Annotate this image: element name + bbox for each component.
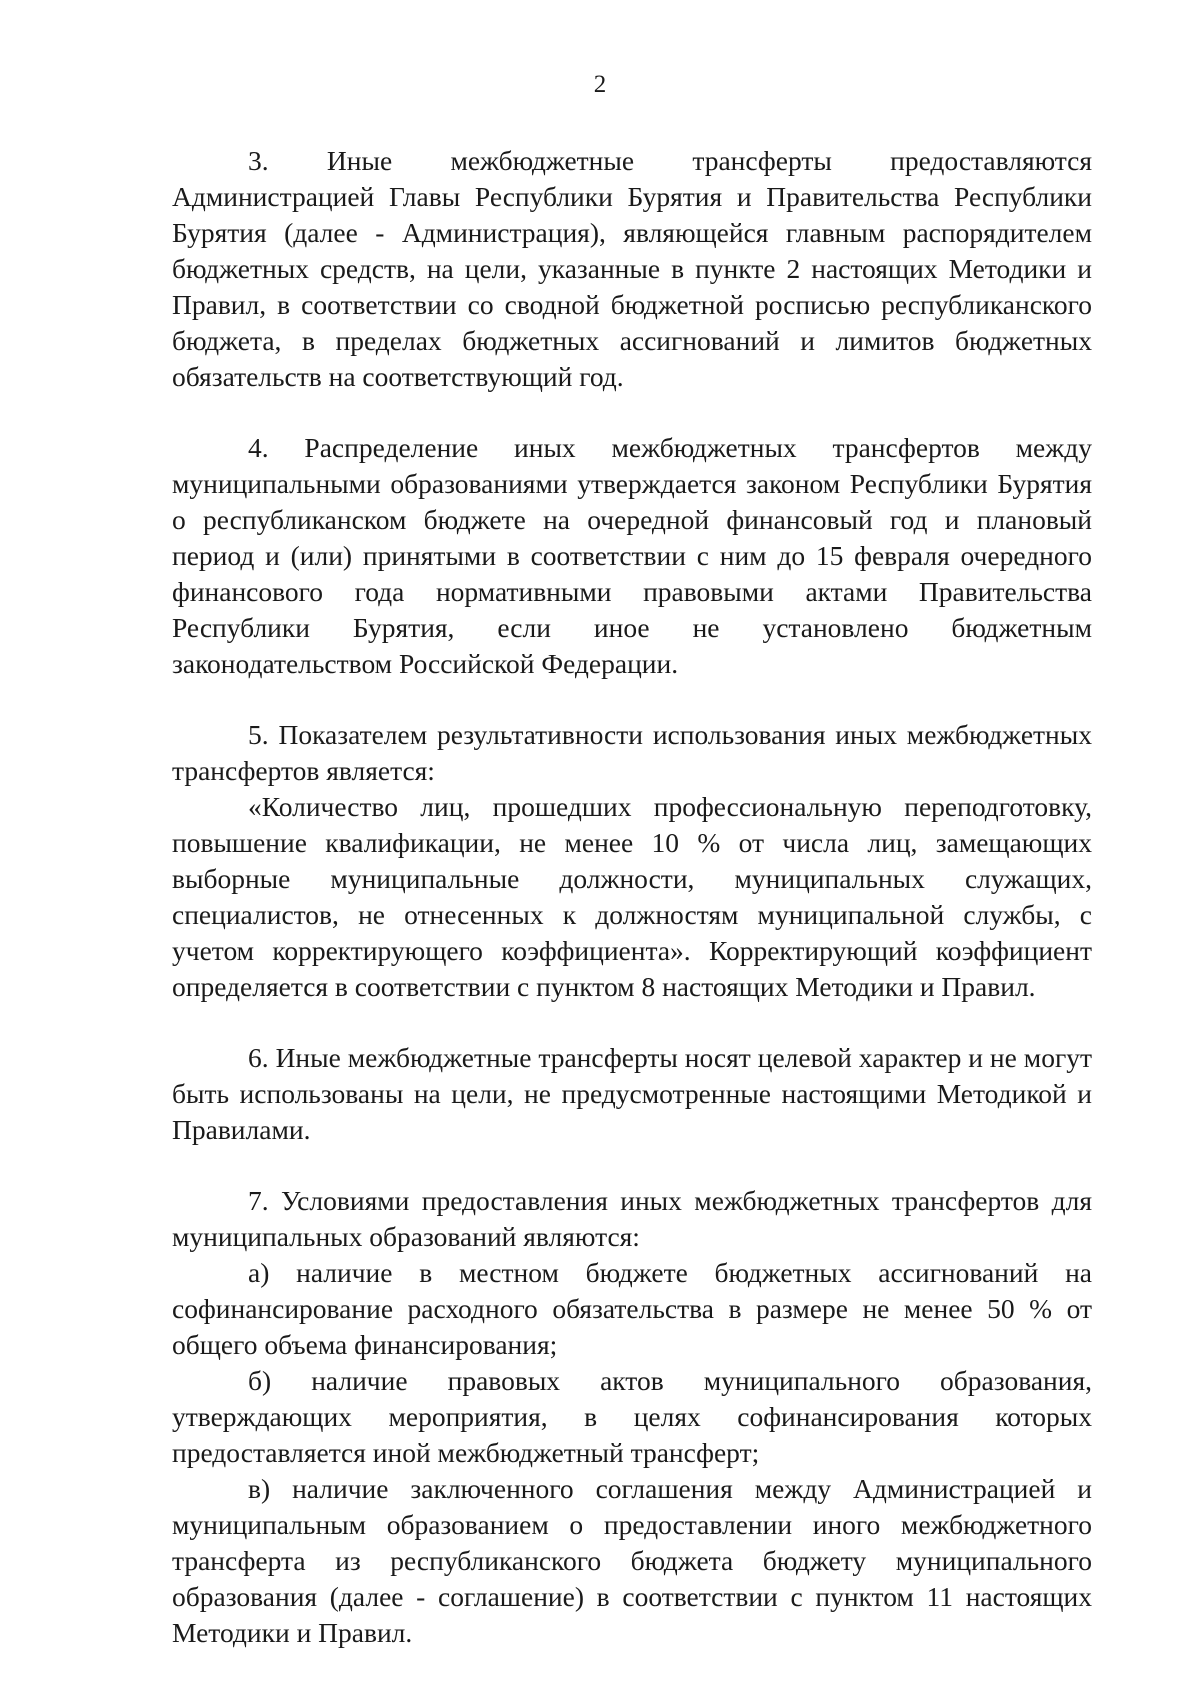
paragraph-7-intro: 7. Условиями предоставления иных межбюджетных трансфертов для муниципальных образований являются:	[172, 1185, 1092, 1252]
paragraph-5-indicator: «Количество лиц, прошедших профессиональную переподготовку, повышение квалификации, не менее 10 % от числа лиц, замещающих выборные муниципальные должности, муниципальных служащих, специалистов, не отнесенных к должностям муниципальной службы, с учетом корректирующего коэффициента». Корректирующий коэффициент определяется в соответствии с пунктом 8 настоящих Методики и Правил.	[172, 791, 1092, 1002]
section-4	[172, 430, 1092, 682]
paragraph-7-item-a: а) наличие в местном бюджете бюджетных ассигнований на софинансирование расходного обязательства в размере не менее 50 % от общего объема финансирования;	[172, 1257, 1092, 1360]
section-3	[172, 143, 1092, 395]
section-6	[172, 1040, 1092, 1148]
paragraph-7-item-c: в) наличие заключенного соглашения между Администрацией и муниципальным образованием о предоставлении иного межбюджетного трансферта из республиканского бюджета бюджету муниципального образования (далее - соглашение) в соответствии с пунктом 11 настоящих Методики и Правил.	[172, 1473, 1092, 1648]
section-5	[172, 717, 1092, 1005]
paragraph-5-intro: 5. Показателем результативности использования иных межбюджетных трансфертов является:	[172, 719, 1092, 786]
paragraph-7-item-b: б) наличие правовых актов муниципального образования, утверждающих мероприятия, в целях софинансирования которых предоставляется иной межбюджетный трансферт;	[172, 1365, 1092, 1468]
section-7	[172, 1183, 1092, 1651]
page-number: 2	[593, 71, 607, 98]
paragraph-6: 6. Иные межбюджетные трансферты носят целевой характер и не могут быть использованы на цели, не предусмотренные настоящими Методикой и Правилами.	[172, 1042, 1092, 1145]
paragraph-3: 3. Иные межбюджетные трансферты предоставляются Администрацией Главы Республики Бурятия и Правительства Республики Бурятия (далее - Администрация), являющейся главным распорядителем бюджетных средств, на цели, указанные в пункте 2 настоящих Методики и Правил, в соответствии со сводной бюджетной росписью республиканского бюджета, в пределах бюджетных ассигнований и лимитов бюджетных обязательств на соответствующий год.	[172, 145, 1092, 392]
paragraph-4: 4. Распределение иных межбюджетных трансфертов между муниципальными образованиями утверждается законом Республики Бурятия о республиканском бюджете на очередной финансовый год и плановый период и (или) принятыми в соответствии с ним до 15 февраля очередного финансового года нормативными правовыми актами Правительства Республики Бурятия, если иное не установлено бюджетным законодательством Российской Федерации.	[172, 432, 1092, 679]
document-body	[172, 143, 1092, 1651]
